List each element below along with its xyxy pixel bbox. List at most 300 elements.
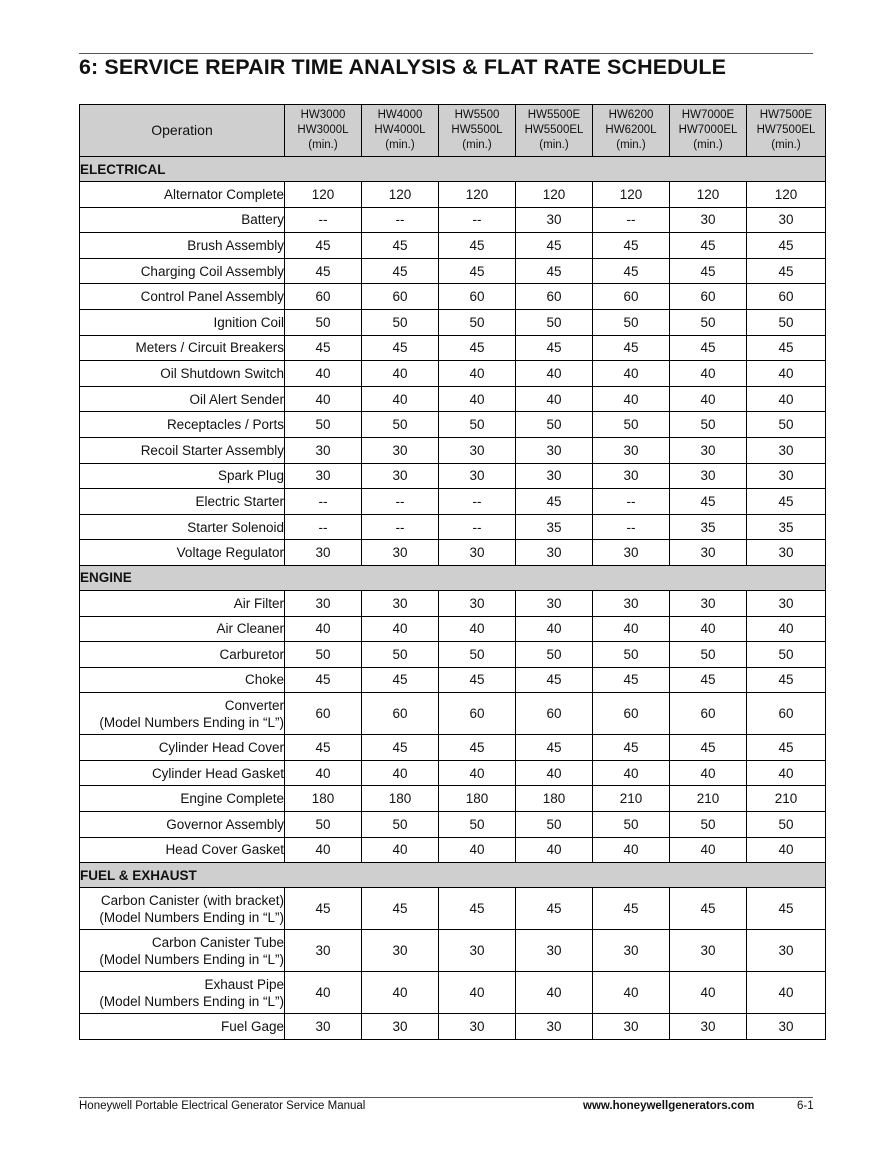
time-value-cell: 30 bbox=[285, 540, 362, 566]
operation-cell bbox=[80, 463, 285, 489]
time-value-cell: 40 bbox=[285, 361, 362, 387]
time-value-cell: 35 bbox=[670, 514, 747, 540]
time-value-cell: 45 bbox=[362, 233, 439, 259]
time-value-cell: 50 bbox=[362, 412, 439, 438]
time-value-cell: 45 bbox=[593, 258, 670, 284]
table-row bbox=[80, 309, 826, 335]
operation-cell bbox=[80, 972, 285, 1014]
model-header-line: HW3000 bbox=[300, 109, 346, 121]
operation-label: Air Cleaner bbox=[216, 621, 284, 637]
time-value-cell: 45 bbox=[670, 233, 747, 259]
operation-label: Exhaust Pipe bbox=[204, 976, 284, 992]
time-value-cell: 40 bbox=[362, 616, 439, 642]
time-value-cell: 50 bbox=[593, 642, 670, 668]
time-value-cell: 40 bbox=[747, 616, 826, 642]
time-value-cell: 30 bbox=[362, 437, 439, 463]
operation-cell bbox=[80, 309, 285, 335]
time-value-cell: 40 bbox=[593, 361, 670, 387]
time-value-cell: 40 bbox=[593, 837, 670, 863]
time-value-cell: 45 bbox=[670, 735, 747, 761]
operation-header: Operation bbox=[80, 105, 285, 157]
time-value-cell: 45 bbox=[362, 258, 439, 284]
time-value-cell: 40 bbox=[516, 837, 593, 863]
operation-label: Fuel Gage bbox=[220, 1019, 284, 1035]
time-value-cell: 60 bbox=[747, 693, 826, 735]
time-value-cell: 30 bbox=[362, 1014, 439, 1040]
footer-manual-title: Honeywell Portable Electrical Generator Service Manual bbox=[79, 1100, 366, 1112]
model-header-line: HW4000 bbox=[377, 109, 423, 121]
table-row bbox=[80, 888, 826, 930]
time-value-cell: 30 bbox=[285, 590, 362, 616]
time-value-cell: 30 bbox=[285, 437, 362, 463]
model-header-line: (min.) bbox=[616, 139, 646, 151]
table-row bbox=[80, 786, 826, 812]
section-heading: FUEL & EXHAUST bbox=[80, 863, 826, 888]
operation-label: Cylinder Head Gasket bbox=[151, 765, 284, 781]
time-value-cell: 40 bbox=[670, 972, 747, 1014]
table-row bbox=[80, 361, 826, 387]
operation-label: Meters / Circuit Breakers bbox=[135, 340, 284, 356]
model-header-line: HW5500E bbox=[527, 109, 581, 121]
time-value-cell: 40 bbox=[285, 760, 362, 786]
model-header-line: HW5500 bbox=[454, 109, 500, 121]
time-value-cell: 30 bbox=[593, 437, 670, 463]
time-value-cell: 60 bbox=[516, 693, 593, 735]
model-header-line: (min.) bbox=[693, 139, 723, 151]
model-column-header bbox=[670, 105, 747, 157]
time-value-cell: 45 bbox=[593, 667, 670, 693]
operation-label: Electric Starter bbox=[195, 493, 284, 509]
time-value-cell: 50 bbox=[285, 812, 362, 838]
operation-cell bbox=[80, 514, 285, 540]
section-row bbox=[80, 157, 826, 182]
time-value-cell: 30 bbox=[285, 463, 362, 489]
table-row bbox=[80, 590, 826, 616]
operation-cell bbox=[80, 258, 285, 284]
time-value-cell: 30 bbox=[747, 1014, 826, 1040]
operation-cell bbox=[80, 888, 285, 930]
time-value-cell: 50 bbox=[516, 642, 593, 668]
time-value-cell: 60 bbox=[516, 284, 593, 310]
page-title: 6: SERVICE REPAIR TIME ANALYSIS & FLAT RATE SCHEDULE bbox=[79, 55, 727, 79]
page-number: 6-1 bbox=[797, 1100, 814, 1112]
time-value-cell: 40 bbox=[670, 616, 747, 642]
model-column-header bbox=[285, 105, 362, 157]
time-value-cell: 45 bbox=[362, 335, 439, 361]
table-row bbox=[80, 540, 826, 566]
time-value-cell: 35 bbox=[747, 514, 826, 540]
operation-label: Converter bbox=[224, 697, 284, 713]
time-value-cell: 40 bbox=[670, 361, 747, 387]
time-value-cell: 45 bbox=[439, 258, 516, 284]
time-value-cell: -- bbox=[285, 514, 362, 540]
time-value-cell: 50 bbox=[439, 412, 516, 438]
time-value-cell: 45 bbox=[593, 735, 670, 761]
time-value-cell: 50 bbox=[670, 812, 747, 838]
time-value-cell: 50 bbox=[362, 812, 439, 838]
time-value-cell: -- bbox=[362, 207, 439, 233]
operation-cell bbox=[80, 412, 285, 438]
model-column-header bbox=[516, 105, 593, 157]
table-row bbox=[80, 514, 826, 540]
time-value-cell: 40 bbox=[285, 837, 362, 863]
time-value-cell: 40 bbox=[516, 361, 593, 387]
time-value-cell: 45 bbox=[747, 667, 826, 693]
time-value-cell: 45 bbox=[593, 335, 670, 361]
operation-label: (Model Numbers Ending in “L”) bbox=[99, 951, 284, 967]
time-value-cell: 180 bbox=[362, 786, 439, 812]
time-value-cell: 30 bbox=[670, 540, 747, 566]
time-value-cell: 40 bbox=[285, 386, 362, 412]
operation-label: Carburetor bbox=[219, 646, 284, 662]
time-value-cell: 60 bbox=[593, 693, 670, 735]
time-value-cell: 45 bbox=[439, 888, 516, 930]
time-value-cell: 40 bbox=[362, 837, 439, 863]
time-value-cell: 40 bbox=[516, 972, 593, 1014]
operation-cell bbox=[80, 207, 285, 233]
time-value-cell: 30 bbox=[516, 463, 593, 489]
time-value-cell: 50 bbox=[747, 309, 826, 335]
time-value-cell: 45 bbox=[285, 233, 362, 259]
operation-label: Oil Shutdown Switch bbox=[160, 365, 284, 381]
time-value-cell: 50 bbox=[747, 412, 826, 438]
time-value-cell: 40 bbox=[439, 972, 516, 1014]
time-value-cell: 45 bbox=[285, 335, 362, 361]
time-value-cell: 50 bbox=[439, 309, 516, 335]
time-value-cell: 180 bbox=[516, 786, 593, 812]
table-row bbox=[80, 412, 826, 438]
table-row bbox=[80, 284, 826, 310]
operation-label: Recoil Starter Assembly bbox=[140, 442, 284, 458]
operation-label: Control Panel Assembly bbox=[140, 289, 284, 305]
time-value-cell: 30 bbox=[747, 590, 826, 616]
time-value-cell: 180 bbox=[285, 786, 362, 812]
section-row bbox=[80, 863, 826, 888]
time-value-cell: 120 bbox=[747, 182, 826, 208]
time-value-cell: 45 bbox=[670, 335, 747, 361]
time-value-cell: 30 bbox=[362, 540, 439, 566]
section-heading: ELECTRICAL bbox=[80, 157, 826, 182]
time-value-cell: 45 bbox=[285, 258, 362, 284]
time-value-cell: 50 bbox=[439, 642, 516, 668]
time-value-cell: -- bbox=[439, 489, 516, 515]
time-value-cell: 40 bbox=[747, 361, 826, 387]
table-row bbox=[80, 667, 826, 693]
time-value-cell: 50 bbox=[362, 642, 439, 668]
time-value-cell: 210 bbox=[747, 786, 826, 812]
model-header-line: HW7000E bbox=[681, 109, 735, 121]
time-value-cell: 60 bbox=[439, 284, 516, 310]
time-value-cell: 30 bbox=[747, 540, 826, 566]
time-value-cell: 30 bbox=[362, 930, 439, 972]
model-header-line: (min.) bbox=[308, 139, 338, 151]
time-value-cell: 180 bbox=[439, 786, 516, 812]
time-value-cell: 50 bbox=[439, 812, 516, 838]
model-header-line: HW7500EL bbox=[756, 124, 816, 136]
operation-cell bbox=[80, 361, 285, 387]
time-value-cell: 30 bbox=[593, 1014, 670, 1040]
model-header-line: HW7500E bbox=[759, 109, 813, 121]
time-value-cell: -- bbox=[285, 207, 362, 233]
time-value-cell: 60 bbox=[593, 284, 670, 310]
time-value-cell: -- bbox=[362, 514, 439, 540]
table-row bbox=[80, 642, 826, 668]
time-value-cell: 60 bbox=[747, 284, 826, 310]
operation-cell bbox=[80, 386, 285, 412]
operation-cell bbox=[80, 284, 285, 310]
table-row bbox=[80, 463, 826, 489]
time-value-cell: 45 bbox=[593, 233, 670, 259]
model-column-header bbox=[593, 105, 670, 157]
operation-label: (Model Numbers Ending in “L”) bbox=[99, 714, 284, 730]
time-value-cell: 45 bbox=[439, 667, 516, 693]
time-value-cell: 50 bbox=[670, 642, 747, 668]
time-value-cell: 30 bbox=[593, 463, 670, 489]
operation-cell bbox=[80, 616, 285, 642]
table-row bbox=[80, 258, 826, 284]
time-value-cell: 120 bbox=[670, 182, 747, 208]
time-value-cell: 45 bbox=[670, 258, 747, 284]
time-value-cell: 45 bbox=[747, 489, 826, 515]
time-value-cell: 35 bbox=[516, 514, 593, 540]
time-value-cell: 45 bbox=[747, 735, 826, 761]
operation-cell bbox=[80, 335, 285, 361]
time-value-cell: 30 bbox=[516, 540, 593, 566]
operation-label: Carbon Canister (with bracket) bbox=[100, 892, 284, 908]
time-value-cell: 40 bbox=[439, 616, 516, 642]
time-value-cell: -- bbox=[593, 489, 670, 515]
time-value-cell: 50 bbox=[516, 309, 593, 335]
time-value-cell: 40 bbox=[285, 616, 362, 642]
time-value-cell: 45 bbox=[439, 735, 516, 761]
time-value-cell: 45 bbox=[516, 489, 593, 515]
table-header-row bbox=[80, 105, 826, 157]
time-value-cell: 40 bbox=[439, 361, 516, 387]
operation-label: Spark Plug bbox=[217, 468, 284, 484]
time-value-cell: 45 bbox=[670, 888, 747, 930]
operation-label: Battery bbox=[241, 212, 284, 228]
time-value-cell: 45 bbox=[747, 258, 826, 284]
time-value-cell: 50 bbox=[285, 309, 362, 335]
time-value-cell: 45 bbox=[285, 888, 362, 930]
time-value-cell: 40 bbox=[747, 760, 826, 786]
time-value-cell: 45 bbox=[285, 667, 362, 693]
time-value-cell: 50 bbox=[593, 309, 670, 335]
time-value-cell: 120 bbox=[285, 182, 362, 208]
table-body bbox=[80, 157, 826, 1040]
footer-rule bbox=[79, 1097, 813, 1098]
footer-website: www.honeywellgenerators.com bbox=[583, 1100, 755, 1112]
time-value-cell: 30 bbox=[747, 463, 826, 489]
time-value-cell: 50 bbox=[670, 412, 747, 438]
time-value-cell: 50 bbox=[285, 412, 362, 438]
time-value-cell: 40 bbox=[670, 386, 747, 412]
time-value-cell: 45 bbox=[439, 335, 516, 361]
time-value-cell: 60 bbox=[362, 284, 439, 310]
time-value-cell: 30 bbox=[670, 590, 747, 616]
table-row bbox=[80, 233, 826, 259]
time-value-cell: 120 bbox=[362, 182, 439, 208]
model-header-line: (min.) bbox=[771, 139, 801, 151]
table-row bbox=[80, 182, 826, 208]
table-row bbox=[80, 972, 826, 1014]
flat-rate-table bbox=[79, 104, 826, 1040]
operation-label: Cylinder Head Cover bbox=[158, 740, 284, 756]
model-header-line: HW6200 bbox=[608, 109, 654, 121]
time-value-cell: 30 bbox=[670, 207, 747, 233]
time-value-cell: 120 bbox=[593, 182, 670, 208]
time-value-cell: 50 bbox=[747, 812, 826, 838]
operation-label: Carbon Canister Tube bbox=[151, 934, 284, 950]
operation-cell bbox=[80, 693, 285, 735]
time-value-cell: 45 bbox=[516, 888, 593, 930]
operation-cell bbox=[80, 233, 285, 259]
time-value-cell: 45 bbox=[362, 888, 439, 930]
time-value-cell: 30 bbox=[593, 930, 670, 972]
table-row bbox=[80, 207, 826, 233]
operation-label: Governor Assembly bbox=[166, 816, 284, 832]
time-value-cell: 50 bbox=[516, 412, 593, 438]
time-value-cell: 40 bbox=[516, 616, 593, 642]
table-row bbox=[80, 386, 826, 412]
time-value-cell: 30 bbox=[747, 930, 826, 972]
time-value-cell: -- bbox=[593, 207, 670, 233]
time-value-cell: 30 bbox=[362, 463, 439, 489]
time-value-cell: 45 bbox=[516, 667, 593, 693]
time-value-cell: 60 bbox=[439, 693, 516, 735]
time-value-cell: 50 bbox=[593, 412, 670, 438]
time-value-cell: 30 bbox=[516, 1014, 593, 1040]
operation-cell bbox=[80, 1014, 285, 1040]
time-value-cell: 40 bbox=[362, 386, 439, 412]
time-value-cell: 30 bbox=[439, 437, 516, 463]
operation-cell bbox=[80, 590, 285, 616]
model-column-header bbox=[439, 105, 516, 157]
operation-label: Voltage Regulator bbox=[176, 545, 284, 561]
time-value-cell: 40 bbox=[593, 616, 670, 642]
time-value-cell: 40 bbox=[593, 760, 670, 786]
model-column-header bbox=[362, 105, 439, 157]
operation-label: Ignition Coil bbox=[213, 314, 284, 330]
model-column-header bbox=[747, 105, 826, 157]
time-value-cell: 30 bbox=[747, 437, 826, 463]
table-row bbox=[80, 812, 826, 838]
time-value-cell: 30 bbox=[747, 207, 826, 233]
operation-label: Starter Solenoid bbox=[187, 519, 284, 535]
operation-cell bbox=[80, 930, 285, 972]
time-value-cell: 30 bbox=[670, 437, 747, 463]
time-value-cell: 30 bbox=[516, 207, 593, 233]
time-value-cell: 30 bbox=[593, 540, 670, 566]
time-value-cell: 45 bbox=[747, 233, 826, 259]
time-value-cell: 40 bbox=[362, 760, 439, 786]
operation-cell bbox=[80, 182, 285, 208]
time-value-cell: 50 bbox=[516, 812, 593, 838]
table-row bbox=[80, 335, 826, 361]
model-header-line: (min.) bbox=[462, 139, 492, 151]
time-value-cell: 30 bbox=[670, 1014, 747, 1040]
time-value-cell: 30 bbox=[439, 1014, 516, 1040]
model-header-line: HW5500L bbox=[451, 124, 503, 136]
model-header-line: HW6200L bbox=[605, 124, 657, 136]
time-value-cell: 120 bbox=[439, 182, 516, 208]
time-value-cell: 40 bbox=[670, 837, 747, 863]
operation-label: (Model Numbers Ending in “L”) bbox=[99, 993, 284, 1009]
time-value-cell: 60 bbox=[362, 693, 439, 735]
time-value-cell: 45 bbox=[670, 667, 747, 693]
time-value-cell: 30 bbox=[439, 930, 516, 972]
time-value-cell: 30 bbox=[439, 463, 516, 489]
table-row bbox=[80, 616, 826, 642]
operation-cell bbox=[80, 489, 285, 515]
time-value-cell: 40 bbox=[747, 972, 826, 1014]
time-value-cell: 40 bbox=[670, 760, 747, 786]
operation-cell bbox=[80, 760, 285, 786]
time-value-cell: 40 bbox=[362, 361, 439, 387]
time-value-cell: 45 bbox=[362, 735, 439, 761]
time-value-cell: 40 bbox=[285, 972, 362, 1014]
time-value-cell: 40 bbox=[593, 972, 670, 1014]
time-value-cell: 45 bbox=[362, 667, 439, 693]
time-value-cell: 45 bbox=[516, 258, 593, 284]
operation-cell bbox=[80, 667, 285, 693]
operation-label: Engine Complete bbox=[180, 791, 284, 807]
operation-label: Choke bbox=[244, 672, 284, 688]
time-value-cell: 30 bbox=[593, 590, 670, 616]
table-row bbox=[80, 930, 826, 972]
time-value-cell: 30 bbox=[285, 1014, 362, 1040]
time-value-cell: 45 bbox=[516, 335, 593, 361]
operation-cell bbox=[80, 786, 285, 812]
time-value-cell: 50 bbox=[362, 309, 439, 335]
time-value-cell: 60 bbox=[670, 693, 747, 735]
time-value-cell: 30 bbox=[516, 590, 593, 616]
time-value-cell: 30 bbox=[670, 463, 747, 489]
table-row bbox=[80, 489, 826, 515]
model-header-line: (min.) bbox=[539, 139, 569, 151]
time-value-cell: 30 bbox=[362, 590, 439, 616]
time-value-cell: 120 bbox=[516, 182, 593, 208]
time-value-cell: 45 bbox=[516, 735, 593, 761]
operation-cell bbox=[80, 812, 285, 838]
time-value-cell: 60 bbox=[285, 693, 362, 735]
operation-label: Receptacles / Ports bbox=[166, 417, 284, 433]
time-value-cell: 30 bbox=[670, 930, 747, 972]
section-row bbox=[80, 565, 826, 590]
time-value-cell: 30 bbox=[285, 930, 362, 972]
operation-label: (Model Numbers Ending in “L”) bbox=[99, 909, 284, 925]
operation-label: Air Filter bbox=[233, 595, 284, 611]
time-value-cell: 45 bbox=[516, 233, 593, 259]
table-row bbox=[80, 1014, 826, 1040]
model-header-line: HW4000L bbox=[374, 124, 426, 136]
model-header-line: HW7000EL bbox=[678, 124, 738, 136]
time-value-cell: 40 bbox=[362, 972, 439, 1014]
time-value-cell: 40 bbox=[747, 837, 826, 863]
time-value-cell: 40 bbox=[439, 386, 516, 412]
operation-label: Alternator Complete bbox=[163, 186, 284, 202]
time-value-cell: 50 bbox=[285, 642, 362, 668]
time-value-cell: 210 bbox=[670, 786, 747, 812]
time-value-cell: -- bbox=[439, 514, 516, 540]
model-header-line: (min.) bbox=[385, 139, 415, 151]
time-value-cell: 40 bbox=[747, 386, 826, 412]
time-value-cell: 30 bbox=[516, 930, 593, 972]
time-value-cell: 45 bbox=[593, 888, 670, 930]
time-value-cell: 45 bbox=[747, 335, 826, 361]
time-value-cell: -- bbox=[439, 207, 516, 233]
operation-cell bbox=[80, 437, 285, 463]
